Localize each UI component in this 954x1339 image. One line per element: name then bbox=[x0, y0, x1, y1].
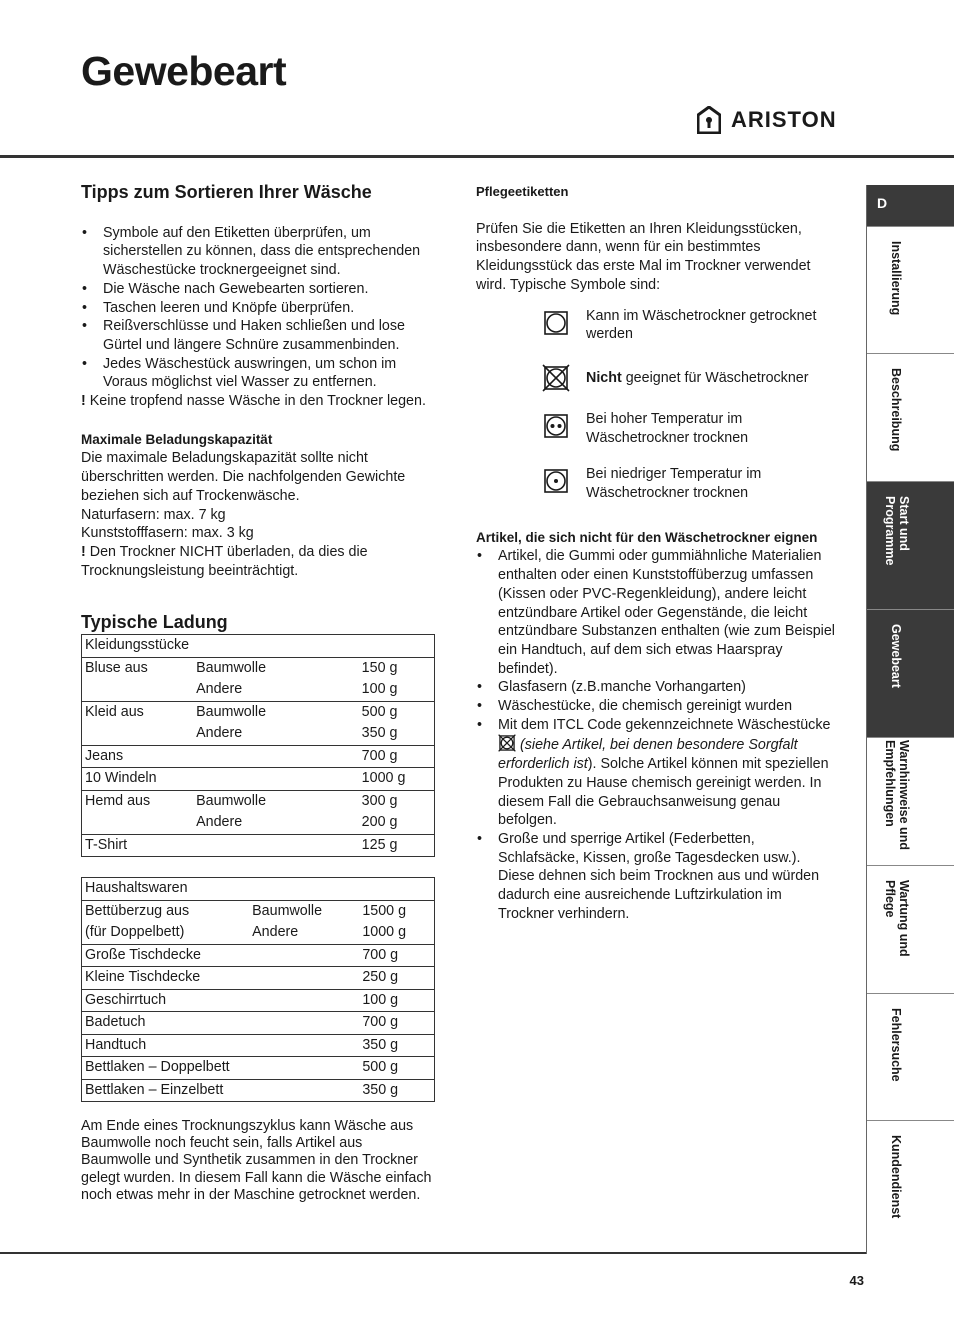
capacity-synthetic: Kunststofffasern: max. 3 kg bbox=[81, 525, 254, 542]
table-cell: Handtuch bbox=[82, 1034, 250, 1057]
table-row bbox=[82, 944, 435, 967]
symbol-row bbox=[476, 465, 836, 502]
capacity-natural: Naturfasern: max. 7 kg bbox=[81, 506, 226, 523]
tumble-dry-high-icon bbox=[542, 412, 570, 440]
table-cell: Andere bbox=[196, 725, 243, 742]
table-row bbox=[82, 1034, 435, 1057]
symbol-text: geeignet für Wäschetrockner bbox=[621, 369, 809, 386]
header-rule bbox=[0, 155, 954, 158]
symbol-row bbox=[476, 362, 836, 392]
table-cell: 150 g bbox=[359, 657, 435, 679]
footer-rule bbox=[0, 1252, 866, 1254]
page-number: 43 bbox=[849, 1273, 864, 1288]
list-item: • Große und sperrige Artikel (Federbetten, Schlafsäcke, Kissen, große Tagesdecken usw.). Diese dehnen sich beim Trocknen aus und würden dadurch eine ausreichende Luftzirkulation im Trockner verhindern. bbox=[476, 830, 836, 924]
sidebar-tab-language[interactable]: D bbox=[867, 185, 954, 227]
table-row bbox=[82, 679, 435, 701]
left-column bbox=[81, 183, 436, 1204]
care-heading: Pflegeetiketten bbox=[476, 184, 569, 199]
sort-list bbox=[81, 224, 436, 392]
table-cell: 1000 g bbox=[362, 924, 407, 941]
table-cell: 350 g bbox=[359, 1079, 434, 1102]
list-item: • Jedes Wäschestück auswringen, um schon im Voraus möglichst viel Wasser zu entfernen. bbox=[81, 355, 436, 392]
tumble-dry-no-icon bbox=[498, 734, 516, 752]
list-item: • Taschen leeren und Knöpfe überprüfen. bbox=[81, 299, 436, 318]
symbol-list bbox=[476, 307, 836, 503]
table-cell: Jeans bbox=[82, 745, 194, 768]
brand-logo bbox=[697, 106, 837, 134]
table-cell bbox=[82, 723, 194, 745]
table-cell: 250 g bbox=[359, 967, 434, 990]
table-row bbox=[82, 1079, 435, 1102]
list-item: • Reißverschlüsse und Haken schließen und lose Gürtel und längere Schnüre zusammenbinden. bbox=[81, 317, 436, 354]
symbol-text: Kann im Wäschetrockner getrocknet werden bbox=[586, 307, 817, 343]
table-cell: 1000 g bbox=[359, 768, 435, 791]
load-heading: Typische Ladung bbox=[81, 612, 228, 633]
table-row bbox=[82, 1012, 435, 1035]
table-cell bbox=[193, 745, 359, 768]
table-cell bbox=[249, 1079, 359, 1102]
table-cell: Bettlaken – Einzelbett bbox=[82, 1079, 250, 1102]
capacity-heading: Maximale Beladungskapazität bbox=[81, 431, 273, 447]
table-row bbox=[82, 989, 435, 1012]
brand-name: ARISTON bbox=[731, 107, 837, 132]
table-row bbox=[82, 790, 435, 812]
sidebar-tab-warnhinweise[interactable]: Warnhinweise und Empfehlungen bbox=[867, 738, 954, 866]
table-cell bbox=[193, 834, 359, 857]
warning-mark: ! bbox=[81, 393, 86, 410]
sort-warning: ! Keine tropfend nasse Wäsche in den Trockner legen. bbox=[81, 393, 426, 410]
ariston-house-icon bbox=[697, 106, 721, 134]
table-header: Haushaltswaren bbox=[85, 880, 188, 897]
table-row bbox=[82, 812, 435, 834]
table-header-row bbox=[82, 878, 435, 901]
clothes-load-table bbox=[81, 634, 435, 857]
table-cell bbox=[249, 989, 359, 1012]
sidebar-tab-beschreibung[interactable]: Beschreibung bbox=[867, 354, 954, 482]
table-cell: Bettlaken – Doppelbett bbox=[82, 1057, 250, 1080]
table-cell bbox=[82, 812, 194, 834]
table-cell bbox=[249, 1034, 359, 1057]
capacity-text: Die maximale Beladungskapazität sollte nicht überschritten werden. Die nachfolgenden Gewichte beziehen sich auf Trockenwäsche. bbox=[81, 450, 406, 504]
table-cell: Baumwolle bbox=[193, 790, 359, 812]
table-row bbox=[82, 834, 435, 857]
table-cell: Geschirrtuch bbox=[82, 989, 250, 1012]
table-row bbox=[82, 701, 435, 723]
table-cell: 700 g bbox=[359, 1012, 434, 1035]
table-cell: Kleid aus bbox=[82, 701, 194, 723]
list-item: • Mit dem ITCL Code gekennzeichnete Wäschestücke (siehe Artikel, bei denen besondere Sorgfalt erforderlich ist). Solche Artikel können mit speziellen Produkten zu Hause chemisch gereinigt werden. In diesem Fall die Gebrauchsanweisung genau befolgen. bbox=[476, 716, 836, 830]
sidebar-tab-installierung[interactable]: Installierung bbox=[867, 227, 954, 354]
table-cell: Baumwolle bbox=[249, 900, 359, 922]
symbol-text: Bei niedriger Temperatur im Wäschetrockner trocknen bbox=[586, 466, 762, 502]
warning-mark: ! bbox=[81, 543, 86, 560]
sidebar-tab-kundendienst[interactable]: Kundendienst bbox=[889, 1135, 903, 1219]
table-cell bbox=[249, 1012, 359, 1035]
table-cell bbox=[249, 967, 359, 990]
table-cell: Andere bbox=[196, 681, 243, 698]
table-cell: 100 g bbox=[361, 681, 398, 698]
sidebar-tab-gewebeart[interactable]: Gewebeart bbox=[867, 610, 954, 738]
symbol-bold: Nicht bbox=[586, 369, 622, 386]
table-row bbox=[82, 922, 435, 944]
symbol-row bbox=[476, 410, 836, 447]
symbol-text: Bei hoher Temperatur im Wäschetrockner trocknen bbox=[586, 410, 749, 446]
list-item: • Glasfasern (z.B.manche Vorhangarten) bbox=[476, 678, 836, 697]
table-cell: Bluse aus bbox=[82, 657, 194, 679]
closing-text: Am Ende eines Trocknungszyklus kann Wäsche aus Baumwolle noch feucht sein, falls Artikel aus Baumwolle und Synthetik zusammen in den Trockner gelegt wurden. In diesem Fall kann die Wäsche einfach noch etwas mehr in der Maschine getrocknet werden. bbox=[81, 1118, 432, 1203]
table-cell: 1500 g bbox=[359, 900, 434, 922]
table-cell: 350 g bbox=[361, 725, 398, 742]
table-row bbox=[82, 657, 435, 679]
table-cell: 10 Windeln bbox=[82, 768, 194, 791]
table-cell: T-Shirt bbox=[82, 834, 194, 857]
table-cell: 125 g bbox=[359, 834, 435, 857]
table-row bbox=[82, 723, 435, 745]
page-title: Gewebeart bbox=[81, 48, 287, 94]
table-cell: 500 g bbox=[359, 701, 435, 723]
table-cell: Bettüberzug aus bbox=[82, 900, 250, 922]
table-row bbox=[82, 900, 435, 922]
care-intro: Prüfen Sie die Etiketten an Ihren Kleidungsstücken, insbesondere dann, wenn für ein bestimmtes Kleidungsstück das erste Mal im Trockner verwendet wird. Typische Symbole sind: bbox=[476, 220, 811, 293]
list-item: • Wäschestücke, die chemisch gereinigt wurden bbox=[476, 697, 836, 716]
table-row bbox=[82, 1057, 435, 1080]
table-cell: Große Tischdecke bbox=[82, 944, 250, 967]
table-row bbox=[82, 967, 435, 990]
table-cell: Kleine Tischdecke bbox=[82, 967, 250, 990]
table-cell: 350 g bbox=[359, 1034, 434, 1057]
table-cell bbox=[82, 679, 194, 701]
table-header-row bbox=[82, 635, 435, 658]
table-cell bbox=[249, 944, 359, 967]
unsuitable-list bbox=[476, 547, 836, 923]
tumble-dry-low-icon bbox=[542, 467, 570, 495]
table-cell bbox=[193, 768, 359, 791]
table-cell: 500 g bbox=[359, 1057, 434, 1080]
household-load-table bbox=[81, 877, 435, 1102]
tumble-dry-no-icon bbox=[542, 364, 570, 392]
sidebar-tab-fehlersuche[interactable]: Fehlersuche bbox=[867, 994, 954, 1121]
section-sidebar bbox=[866, 185, 954, 1254]
table-cell: 300 g bbox=[359, 790, 435, 812]
unsuitable-heading: Artikel, die sich nicht für den Wäschetrockner eignen bbox=[476, 529, 818, 545]
sort-heading: Tipps zum Sortieren Ihrer Wäsche bbox=[81, 182, 372, 202]
list-item: • Artikel, die Gummi oder gummiähnliche Materialien enthalten oder einen Kunststoffüberzug umfassen (Kissen oder PVC-Regenkleidung), andere leicht entzündbare Artikel oder Gegenstände, die leicht entzündbare Substanzen enthalten (wie zum Beispiel ein Handtuch, auf dem sich etwas Haarspray befindet). bbox=[476, 547, 836, 678]
capacity-warning: ! Den Trockner NICHT überladen, da dies die Trocknungsleistung beeinträchtigt. bbox=[81, 543, 368, 579]
table-cell: Andere bbox=[196, 814, 243, 831]
sidebar-tab-start-programme[interactable]: Start und Programme bbox=[867, 482, 954, 610]
table-cell: Baumwolle bbox=[193, 701, 359, 723]
table-row bbox=[82, 745, 435, 768]
list-item: • Die Wäsche nach Gewebearten sortieren. bbox=[81, 280, 436, 299]
table-cell: Baumwolle bbox=[193, 657, 359, 679]
table-cell: Andere bbox=[252, 924, 299, 941]
sidebar-tab-wartung[interactable]: Wartung und Pflege bbox=[867, 866, 954, 994]
list-item: • Symbole auf den Etiketten überprüfen, um sicherstellen zu können, dass die entsprechenden Wäschestücke trocknergeeignet sind. bbox=[81, 224, 436, 280]
table-cell: 700 g bbox=[359, 745, 435, 768]
table-cell bbox=[249, 1057, 359, 1080]
table-row bbox=[82, 768, 435, 791]
tumble-dry-ok-icon bbox=[542, 309, 570, 337]
table-header: Kleidungsstücke bbox=[85, 637, 190, 654]
table-cell: Hemd aus bbox=[82, 790, 194, 812]
table-cell: 700 g bbox=[359, 944, 434, 967]
table-cell: 100 g bbox=[359, 989, 434, 1012]
right-column bbox=[476, 183, 836, 924]
symbol-row bbox=[476, 307, 836, 344]
table-cell: (für Doppelbett) bbox=[85, 924, 185, 941]
table-cell: Badetuch bbox=[82, 1012, 250, 1035]
table-cell: 200 g bbox=[361, 814, 398, 831]
